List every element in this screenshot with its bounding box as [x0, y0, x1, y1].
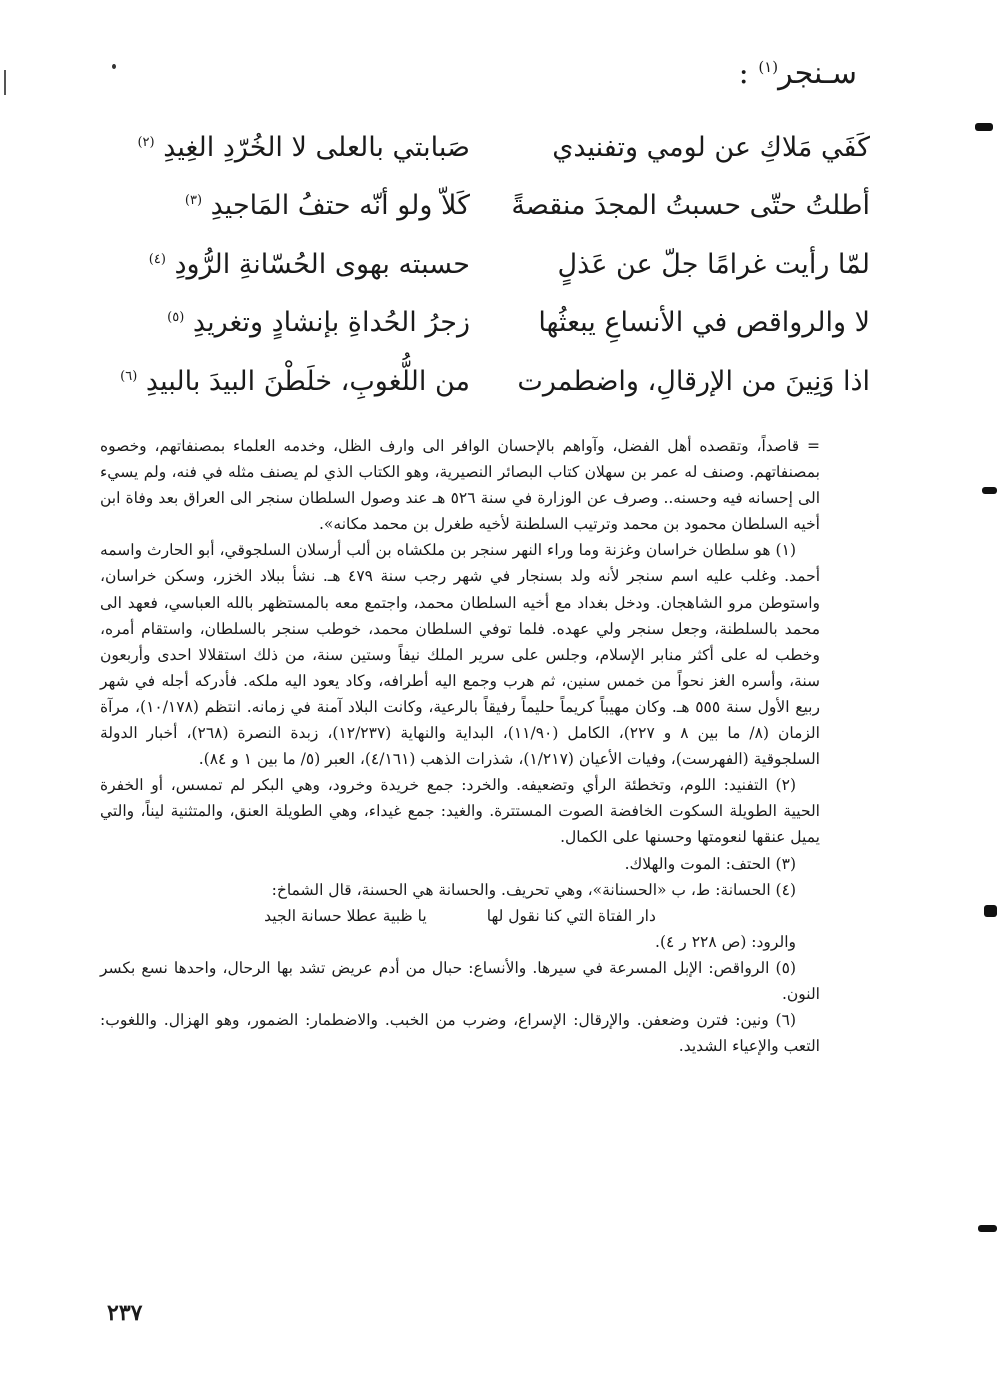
poem-verse — [100, 235, 870, 294]
page-edge-line — [4, 70, 6, 95]
footnote-2: (٢) التفنيد: اللوم، وتخطئة الرأي وتضعيفه. والخرد: جمع خريدة وخرود، وهي البكر لم تمسس، أو الخفرة الحيية الطويلة السكوت الخافضة الصوت المستترة. والغيد: جمع غيداء، وهي الطويلة العنق، والمتثنية ليناً، والتي يميل عنقها لنعومتها وحسنها على الكمال. — [100, 776, 820, 847]
quoted-hemistich-first: دار الفتاة التي كنا نقول لها — [486, 906, 656, 925]
poem-verse — [100, 294, 870, 353]
footnote-marker: (٢) — [137, 134, 155, 150]
footnote-5: (٥) الرواقص: الإبل المسرعة في سيرها. والأنساع: حبال من أدم عريض تشد بها الرحال، واحدها نسع بكسر النون. — [100, 958, 820, 1003]
footnote-marker: (٥) — [167, 310, 185, 326]
binding-mark — [975, 123, 993, 131]
first-hemistich: لمّا رأيت غرامًا جلّ عن عَذلٍ — [557, 248, 870, 280]
binding-mark — [978, 1225, 997, 1232]
section-header — [739, 56, 857, 91]
second-hemistich — [100, 307, 510, 338]
second-hemistich — [100, 190, 510, 221]
footnote-4: (٤) الحسانة: ط، ب «الحسنانة»، وهي تحريف. والحسانة هي الحسنة، قال الشماخ: — [271, 880, 796, 899]
second-hemistich — [100, 249, 510, 280]
quoted-verse — [100, 903, 820, 929]
footnotes — [100, 433, 820, 1059]
first-hemistich: كَفَي مَلاكِ عن لومي وتفنيدي — [552, 131, 870, 163]
footnote-3: (٣) الحتف: الموت والهلاك. — [624, 854, 796, 873]
page-number: ٢٣٧ — [107, 1300, 143, 1326]
footnote-4-rood: والرود: (ص ٢٢٨ ر ٤). — [655, 932, 796, 951]
footnote-continuation: = قاصداً، وتقصده أهل الفضل، وآواهم بالإحسان الوافر الى وارف الظل، وخدمه العلماء بمصنفاتهم، وخصوه بمصنفاتهم. وصنف له عمر بن سهلان كتاب البصائر النصيرية، وهو الكتاب الذي لم يصنف مثله في فنه، ولم يسيء الى إحسانه فيه وحسنه.. وصرف عن الوزارة في سنة ٥٢٦ هـ عند وصول السلطان سنجر الى العراق بعد وفاة ابن أخيه السلطان محمود بن محمد وترتيب السلطنة لأخيه طغرل بن محمد مكانه». — [100, 437, 821, 534]
footnote-1: (١) هو سلطان خراسان وغزنة وما وراء النهر سنجر بن ملكشاه بن ألب أرسلان السلجوقي، أبو الحارث واسمه أحمد. وغلب عليه اسم سنجر لأنه ولد بسنجار في شهر رجب سنة ٤٧٩ هـ. نشأ ببلاد الخزر، وسكن خراسان، واستوطن مرو الشاهجان. ودخل بغداد مع أخيه السلطان محمد، واجتمع معه بالمستظهر بالله العباسي، فعهد الى محمد بالسلطنة، وجعل سنجر ولي عهده. فلما توفي السلطان محمد، خوطب سنجر بالسلطان، واستقام أمره، وخطب له على أكثر منابر الإسلام، وجلس على سرير الملك نيفاً وستين سنة، من ذلك استقلالا احدى وأربعون سنة، وأسره الغز نحواً من خمس سنين، ثم هرب وجمع اليه أطرافه، وكاد يعود اليه ملكه. فأدركه أجله في شهر ربيع الأول سنة ٥٥٥ هـ. وكان مهيباً كريماً حليماً رفيقاً بالرعية، وكانت البلاد آمنة في زمانه. انتظم (١٠/١٧٨)، مرآة الزمان (٨/ ما بين ٨ و ٢٢٧)، الكامل (١١/٩٠)، البداية والنهاية (١٢/٢٣٧)، زبدة النصرة (٢٦٨)، أخبار الدولة السلجوقية (الفهرست)، وفيات الأعيان (١/٢١٧)، شذرات الذهب (٤/١٦١)، العبر (٥/ ما بين ١ و ٨٤). — [100, 541, 820, 769]
second-hemistich — [100, 366, 510, 397]
hemistich-text: من اللُّغوبِ، خلَطْنَ البيدَ بالبيدِ — [145, 365, 470, 397]
poem-verse — [100, 352, 870, 411]
hemistich-text: كَلاّ ولو أنّه حتفُ المَاجيدِ — [210, 190, 470, 222]
hemistich-text: صَبابتي بالعلى لا الخُرّدِ الغِيدِ — [163, 131, 470, 163]
footnote-6: (٦) ونين: فترن وضعفن. والإرقال: الإسراع، وضرب من الخبب. والاضطمار: الضمور، وهو الهزال. واللغوب: التعب والإعياء الشديد. — [100, 1011, 820, 1056]
first-hemistich: لا والرواقص في الأنساعِ يبعثُها — [538, 307, 870, 339]
poem-verse — [100, 177, 870, 236]
second-hemistich — [100, 132, 510, 163]
first-hemistich: أطلتُ حتّى حسبتُ المجدَ منقصةً — [511, 190, 870, 222]
first-hemistich: اذا وَنِينَ من الإرقالِ، واضطمرت — [517, 365, 870, 397]
footnote-marker: (١) — [758, 58, 779, 76]
footnote-marker: (٣) — [184, 193, 203, 209]
poem — [100, 118, 870, 411]
poem-verse — [100, 118, 870, 177]
binding-mark — [984, 905, 997, 917]
ink-speck — [112, 64, 116, 69]
hemistich-text: زجرُ الحُداةِ بإنشادٍ وتغريدِ — [192, 307, 470, 339]
header-colon: : — [738, 56, 749, 91]
footnote-marker: (٦) — [120, 368, 138, 384]
quoted-hemistich-second: يا ظبية عطلا حسانة الجيد — [264, 906, 427, 925]
footnote-marker: (٤) — [148, 251, 166, 267]
hemistich-text: حسبته بهوى الحُسّانةِ الرُّودِ — [174, 248, 470, 280]
header-title: سـنجر — [778, 56, 857, 91]
binding-mark — [982, 487, 997, 494]
